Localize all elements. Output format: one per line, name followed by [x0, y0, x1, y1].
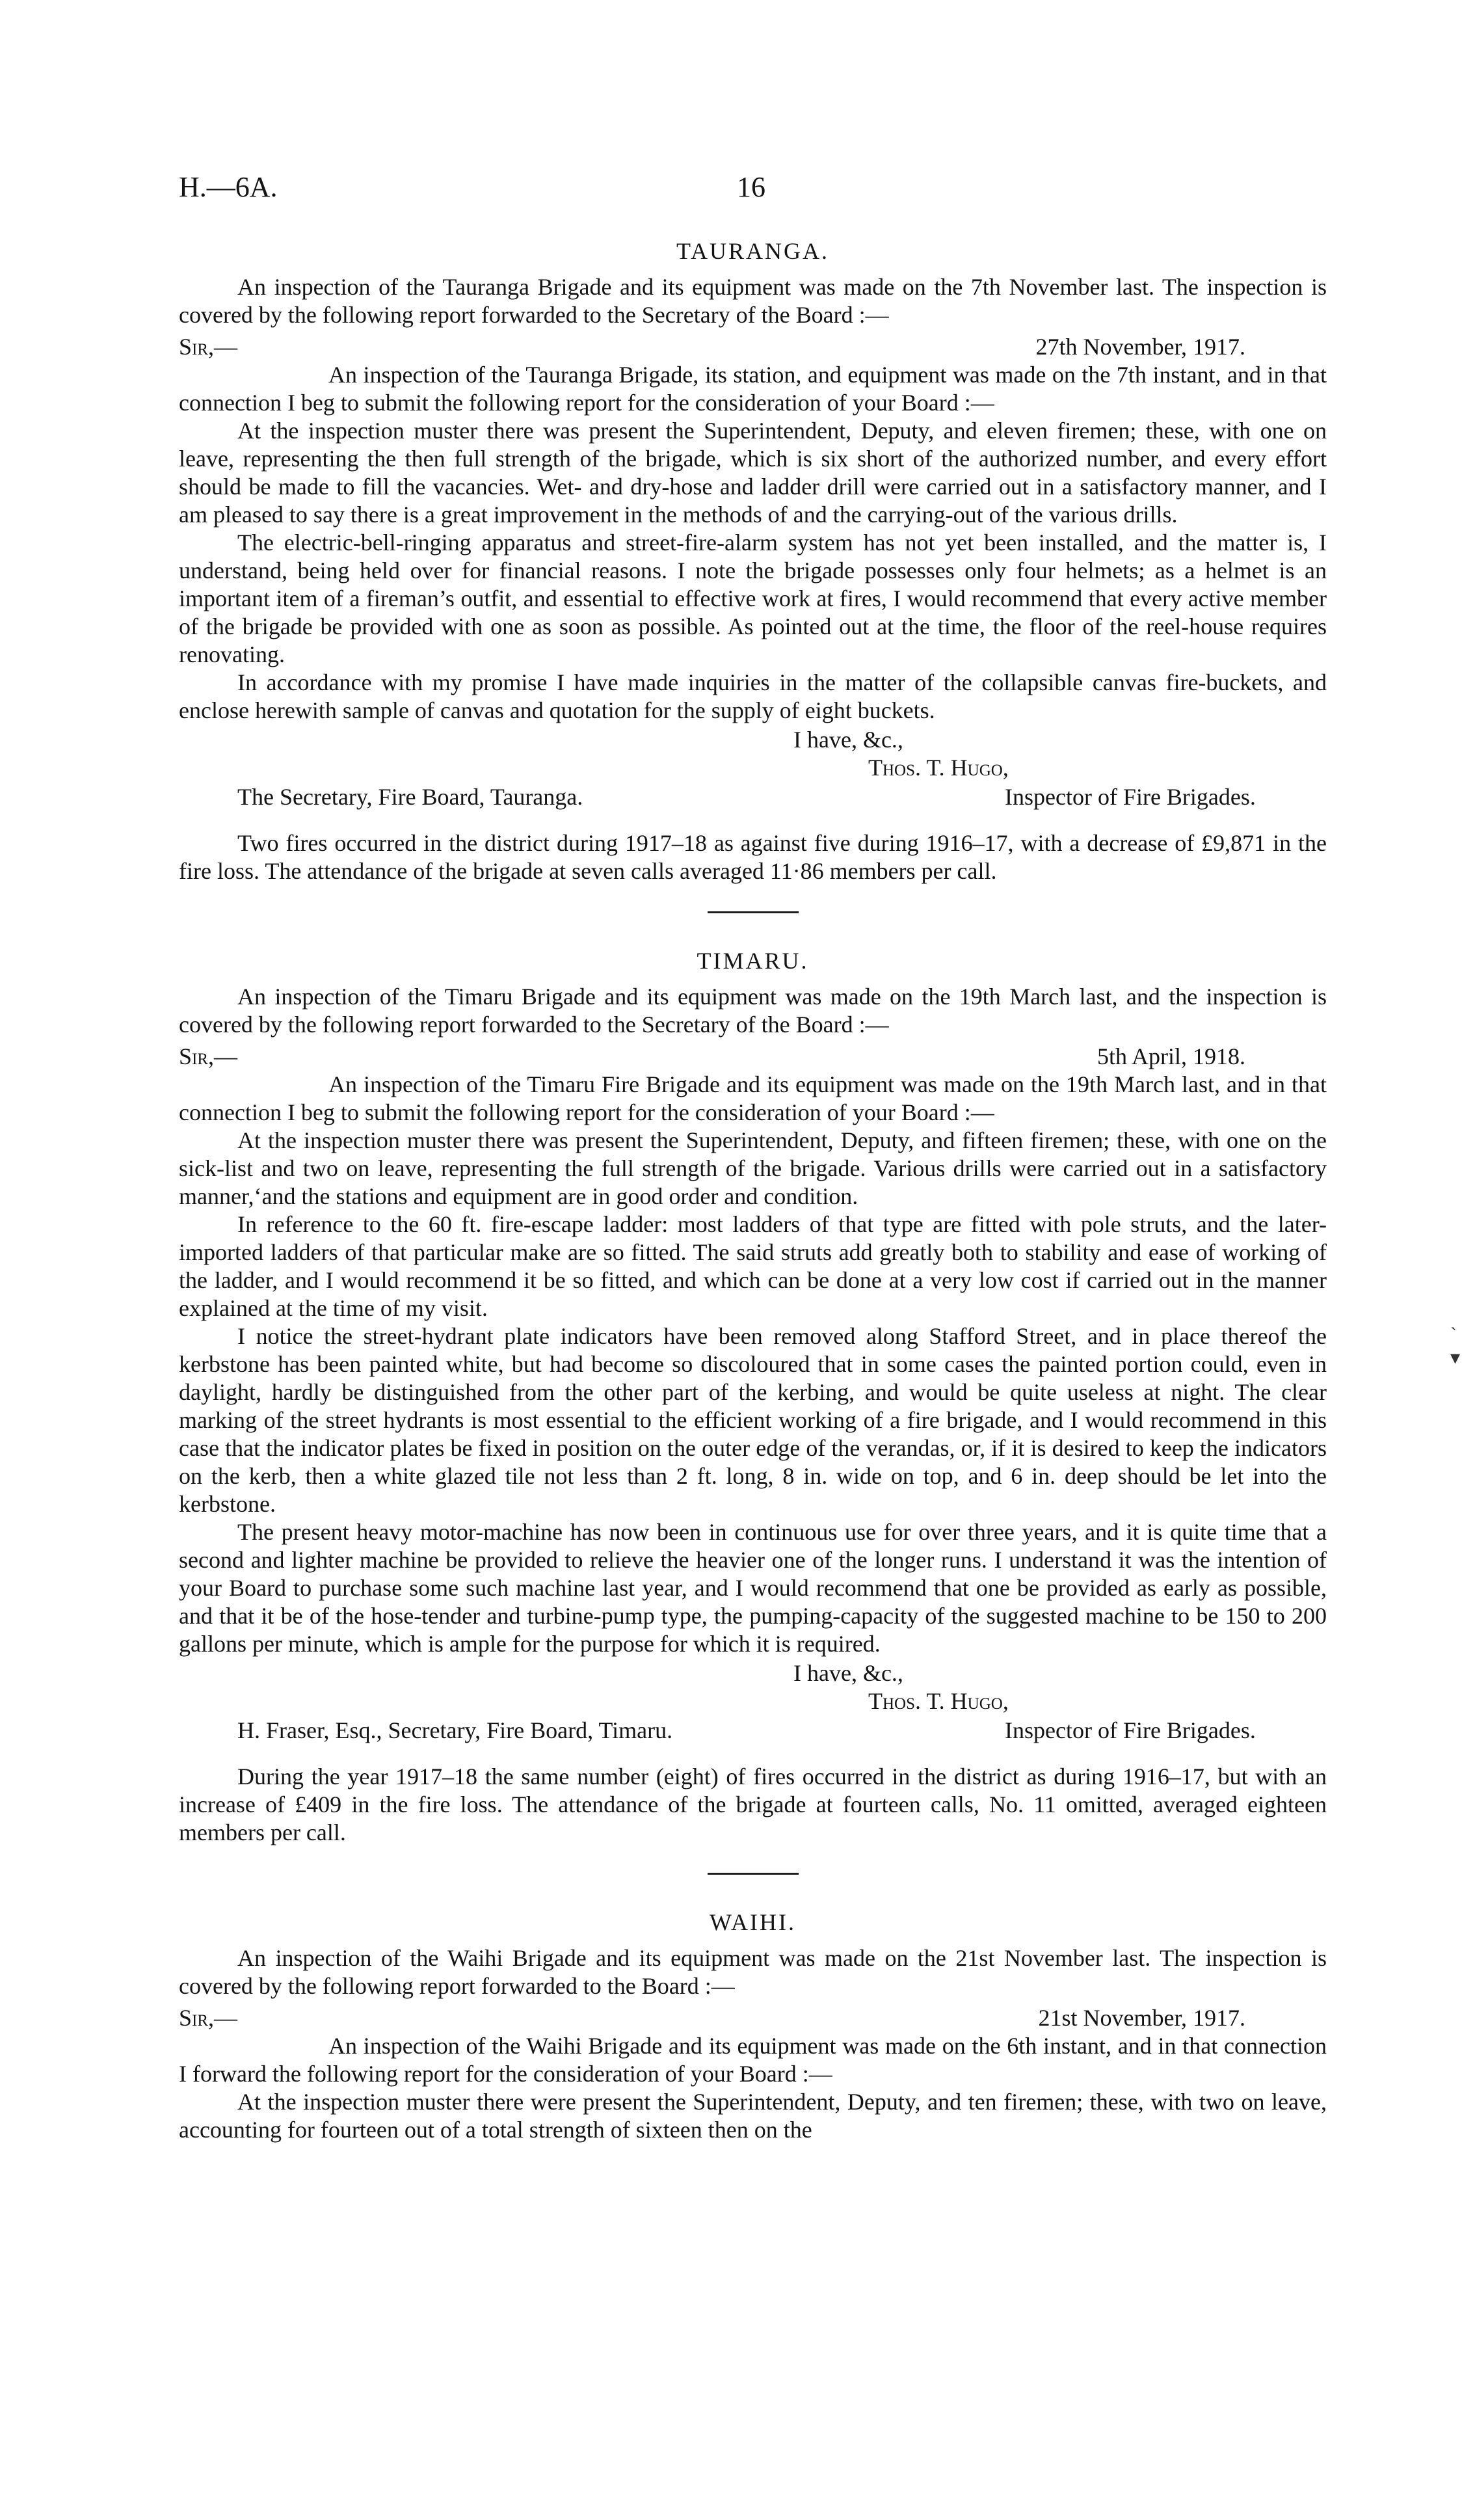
letter-opening: An inspection of the Tauranga Brigade, its station, and equipment was made on the 7th instant, and in that connection I beg to submit the following report for the consideration of your Board :— [179, 362, 1327, 416]
letter-salutation-row [179, 1043, 1327, 1071]
section-title: WAIHI. [710, 1909, 796, 1935]
signer-title: Inspector of Fire Brigades. [1005, 784, 1256, 810]
letter-signature: Thos. T. Hugo, [868, 755, 1009, 781]
salutation: Sir,— [179, 334, 238, 360]
letter-paragraph: In accordance with my promise I have made inquiries in the matter of the collapsible canvas fire-buckets, and enclose herewith sample of canvas and quotation for the supply of eight buckets. [179, 669, 1327, 723]
section-title: TIMARU. [697, 948, 809, 974]
salutation: Sir,— [179, 1043, 238, 1069]
letter-date: 5th April, 1918. [1096, 1043, 1245, 1069]
letter-paragraph: The present heavy motor-machine has now been in continuous use for over three years, and it is quite time that a second and lighter machine be provided to relieve the heavier one of the longer runs. I understand it was the intention of your Board to purchase some such machine last year, and I would recommend that one be provided as early as possible, and that it be of the hose-tender and turbine-pump type, the pumping-capacity of the suggested machine to be 150 to 200 gallons per minute, which is ample for the purpose for which it is required. [179, 1519, 1327, 1657]
letter-date: 21st November, 1917. [1038, 2005, 1245, 2031]
letter-paragraph: In reference to the 60 ft. fire-escape ladder: most ladders of that type are fitted with pole struts, and the later-imported ladders of that particular make are so fitted. The said struts add greatly both to stability and ease of working of the ladder, and I would recommend it be so fitted, and which can be done at a very low cost if carried out in the manner explained at the time of my visit. [179, 1211, 1327, 1321]
letter-paragraph: At the inspection muster there was present the Superintendent, Deputy, and eleven firemen; these, with one on leave, representing the then full strength of the brigade, which is six short of the authorized number, and every effort should be made to fill the vacancies. Wet- and dry-hose and ladder drill were carried out in a satisfactory manner, and I am pleased to say there is a great improvement in the methods of and the carrying-out of the various drills. [179, 418, 1327, 528]
page-header [179, 170, 1323, 216]
section-intro: An inspection of the Timaru Brigade and its equipment was made on the 19th March last, and the inspection is covered by the following report forwarded to the Secretary of the Board :— [179, 984, 1327, 1038]
letter-closing: I have, &c., [793, 727, 903, 753]
section-summary: Two fires occurred in the district during 1917–18 as against five during 1916–17, with a decrease of £9,871 in the fire loss. The attendance of the brigade at seven calls averaged 11·86 members per call. [179, 830, 1327, 884]
letter-salutation-row [179, 333, 1327, 361]
letter-opening: An inspection of the Timaru Fire Brigade and its equipment was made on the 19th March last, and in that connection I beg to submit the following report for the consideration of your Board :— [179, 1071, 1327, 1125]
section-summary: During the year 1917–18 the same number (eight) of fires occurred in the district as during 1916–17, but with an increase of £409 in the fire loss. The attendance of the brigade at fourteen calls, No. 11 omitted, averaged eighteen members per call. [179, 1763, 1327, 1845]
letter-paragraph: At the inspection muster there were present the Superintendent, Deputy, and ten firemen; these, with two on leave, accounting for fourteen out of a total strength of sixteen then on the [179, 2089, 1327, 2143]
letter-closing: I have, &c., [793, 1660, 903, 1686]
margin-mark: ▾ [1450, 1347, 1461, 1369]
letter-signature: Thos. T. Hugo, [868, 1688, 1009, 1714]
section-divider [708, 1873, 799, 1875]
section-tauranga [179, 237, 1327, 885]
document-reference: H.—6A. [179, 171, 278, 203]
section-title: TAURANGA. [676, 238, 830, 264]
letter-addressee: The Secretary, Fire Board, Tauranga. [237, 784, 583, 810]
letter-addressee: H. Fraser, Esq., Secretary, Fire Board, Timaru. [237, 1717, 673, 1743]
salutation: Sir,— [179, 2005, 238, 2031]
letter-salutation-row [179, 2004, 1327, 2032]
letter-date: 27th November, 1917. [1035, 334, 1245, 360]
section-intro: An inspection of the Waihi Brigade and its equipment was made on the 21st November last. The inspection is covered by the following report forwarded to the Board :— [179, 1945, 1327, 1999]
letter-paragraph: At the inspection muster there was present the Superintendent, Deputy, and fifteen firemen; these, with one on the sick-list and two on leave, representing the full strength of the brigade. Various drills were carried out in a satisfactory manner,‘and the stations and equipment are in good order and condition. [179, 1127, 1327, 1209]
letter-address-row [179, 1717, 1327, 1745]
section-divider [708, 911, 799, 913]
letter-paragraph: The electric-bell-ringing apparatus and street-fire-alarm system has not yet been installed, and the matter is, I understand, being held over for financial reasons. I note the brigade possesses only four helmets; as a helmet is an important item of a fireman’s outfit, and essential to effective work at fires, I would recommend that every active member of the brigade be provided with one as soon as possible. As pointed out at the time, the floor of the reel-house requires renovating. [179, 529, 1327, 667]
section-waihi [179, 1909, 1327, 2144]
margin-mark: ` [1450, 1324, 1457, 1345]
section-timaru [179, 947, 1327, 1847]
page-number: 16 [737, 171, 765, 203]
section-intro: An inspection of the Tauranga Brigade and its equipment was made on the 7th November last. The inspection is covered by the following report forwarded to the Secretary of the Board :— [179, 274, 1327, 328]
letter-address-row [179, 783, 1327, 811]
letter-paragraph: I notice the street-hydrant plate indicators have been removed along Stafford Street, and in place thereof the kerbstone has been painted white, but had become so discoloured that in some cases the painted portion could, even in daylight, hardly be distinguished from the other part of the kerbing, and would be quite useless at night. The clear marking of the street hydrants is most essential to the efficient working of a fire brigade, and I would recommend in this case that the indicator plates be fixed in position on the outer edge of the verandas, or, if it is desired to keep the indicators on the kerb, then a white glazed tile not less than 2 ft. long, 8 in. wide on top, and 6 in. deep should be let into the kerbstone. [179, 1323, 1327, 1517]
signer-title: Inspector of Fire Brigades. [1005, 1717, 1256, 1743]
letter-opening: An inspection of the Waihi Brigade and its equipment was made on the 6th instant, and in that connection I forward the following report for the consideration of your Board :— [179, 2033, 1327, 2087]
page-body [179, 237, 1327, 2144]
